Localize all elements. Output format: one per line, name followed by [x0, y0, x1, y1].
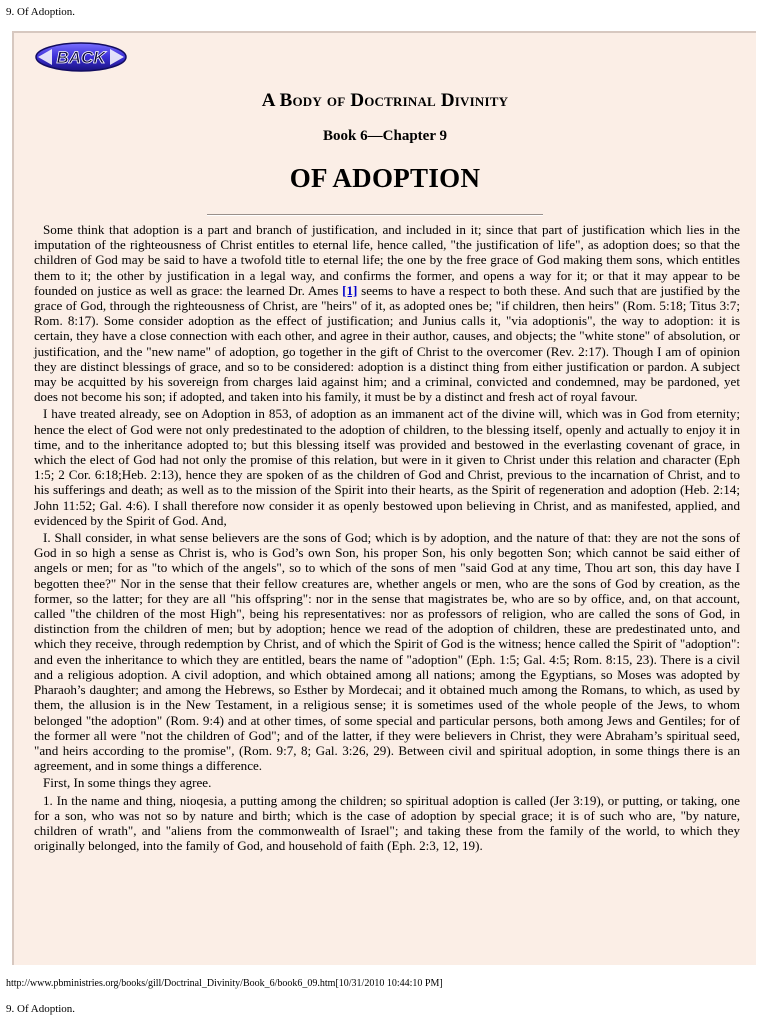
source-url: http://www.pbministries.org/books/gill/Doctrinal_Divinity/Book_6/book6_09.htm[10/31/2010 10:44:10 PM]: [6, 978, 443, 989]
chapter-title: OF ADOPTION: [289, 163, 481, 193]
chapter-body: [34, 222, 740, 855]
paragraph-1: [34, 222, 740, 404]
content-panel: [12, 31, 756, 965]
footnote-link-1[interactable]: [1]: [342, 282, 358, 298]
paragraph-4: First, In some things they agree.: [43, 775, 212, 791]
paragraph-1-part-b: seems to have a respect to both these. And such that are justified by the grace of God, through the righteousness of Christ, are "heirs" of it, as adopted ones be; "if children, then heirs" (Rom. 5:18; Titus 3:7; Rom. 8:17). Some consider adoption as the effect of justification; and Junius calls it, "via adoptionis", the way to adoption: it is certain, they have a close connection with each other, and agree in their author, causes, and objects; the "white stone" of absolution, or justification, and the "new name" of adoption, go together in the gift of Christ to the overcomer (Rev. 2:17). Though I am of opinion they are distinct blessings of grace, and so to be considered: adoption is a distinct thing from either justification or pardon. A subject may be acquitted by his sovereign from charges laid against him; and a criminal, convicted and condemned, may be pardoned, yet does not become his son; if adopted, and taken into his family, it must be by a distinct and fresh act of royal favour.: [34, 282, 740, 405]
back-button[interactable]: [34, 41, 128, 73]
top-page-title: 9. Of Adoption.: [6, 6, 76, 18]
back-button-label: BACK: [56, 48, 106, 67]
paragraph-3: I. Shall consider, in what sense believers are the sons of God; which is by adoption, and the nature of that: they are not the sons of God in so high a sense as Christ is, who is God’s own Son, his proper Son, his only begotten Son; which cannot be said either of angels or men; for as "to which of the angels", so to which of the sons of men "said God at any time, Thou art son, this day have I begotten thee?" Nor in the sense that their fellow creatures are, whether angels or men, who are the sons of God by creation, as the former, so the latter; for they are all "his offspring": nor in the sense that magistrates be, who are so by office, and, on that account, called "the children of the most High", being his representatives: nor as professors of religion, who are called the sons of God, in distinction from the children of men; but by adoption; hence we read of the adoption of children, these are predestinated unto, and which they receive, through redemption by Christ, and of which the Spirit of God is the witness; hence called the Spirit of "adoption": and even the inheritance to which they are entitled, bears the name of "adoption" (Eph. 1:5; Gal. 4:5; Rom. 8:15, 23). There is a civil and a religious adoption. A civil adoption, and which obtained among all nations; among the Egyptians, so Moses was adopted by Pharaoh’s daughter; and among the Hebrews, so Esther by Mordecai; and it obtained much among the Romans, to which, as used by them, the allusion is in the New Testament, in a religious sense; it is sometimes used of the whole people of the Jews, to whom belonged "the adoption" (Rom. 9:4) and at other times, of some special and particular persons, both among Jews and Gentiles; for of the former all were "not the children of God"; and of the latter, if they were believers in Christ, they were Abraham’s spiritual seed, "and heirs according to the promise", (Rom. 9:7, 8; Gal. 3:26, 29). Between civil and spiritual adoption, in some things there is an agreement, and in some things a difference.: [34, 530, 740, 774]
book-title: A Body of Doctrinal Divinity: [261, 90, 509, 111]
paragraph-2: I have treated already, see on Adoption in 853, of adoption as an immanent act of the divine will, which was in God from eternity; hence the elect of God were not only predestinated to the adoption of children, to the blessing itself, openly and actually to enjoy it in time, and to the inheritance adopted to; but this blessing itself was provided and bestowed in the everlasting covenant of grace, in which the elect of God had not only the promise of this relation, but were in it given to Christ under this relation and character (Eph 1:5; 2 Cor. 6:18;Heb. 2:13), hence they are spoken of as the children of God and Christ, previous to the incarnation of Christ, and to his sufferings and death; as well as to the mission of the Spirit into their hearts, as the Spirit of regeneration and adoption (Heb. 2:14; John 11:52; Gal. 4:6). I shall therefore now consider it as openly bestowed upon believing in Christ, and as manifested, applied, and evidenced by the Spirit of God. And,: [34, 406, 740, 528]
bottom-page-title: 9. Of Adoption.: [6, 1003, 76, 1015]
horizontal-divider: [207, 214, 543, 216]
paragraph-1-part-a: Some think that adoption is a part and branch of justification, and included in it; since that part of justification which lies in the imputation of the righteousness of Christ entitles to eternal life, hence called, "the justification of life", as adoption does; so that the children of God may be said to have a twofold title to eternal life; the one by the free grace of God making them sons, which entitles them to it; the other by justification in a legal way, and confirms the former, and opens a way for it; or that it may appear to be founded on justice as well as grace: the learned Dr. Ames: [34, 222, 740, 298]
chapter-label: Book 6—Chapter 9: [323, 128, 447, 144]
paragraph-5: 1. In the name and thing, nioqesia, a putting among the children; so spiritual adoption is called (Jer 3:19), or putting, or taking, one for a son, who was not so by nature and birth; which is the case of adoption by special grace; it is of such who are, "by nature, children of wrath", and "aliens from the commonwealth of Israel"; and taking these from the family of the world, to which they originally belonged, into the family of God, and household of faith (Eph. 2:3, 12, 19).: [34, 792, 740, 854]
